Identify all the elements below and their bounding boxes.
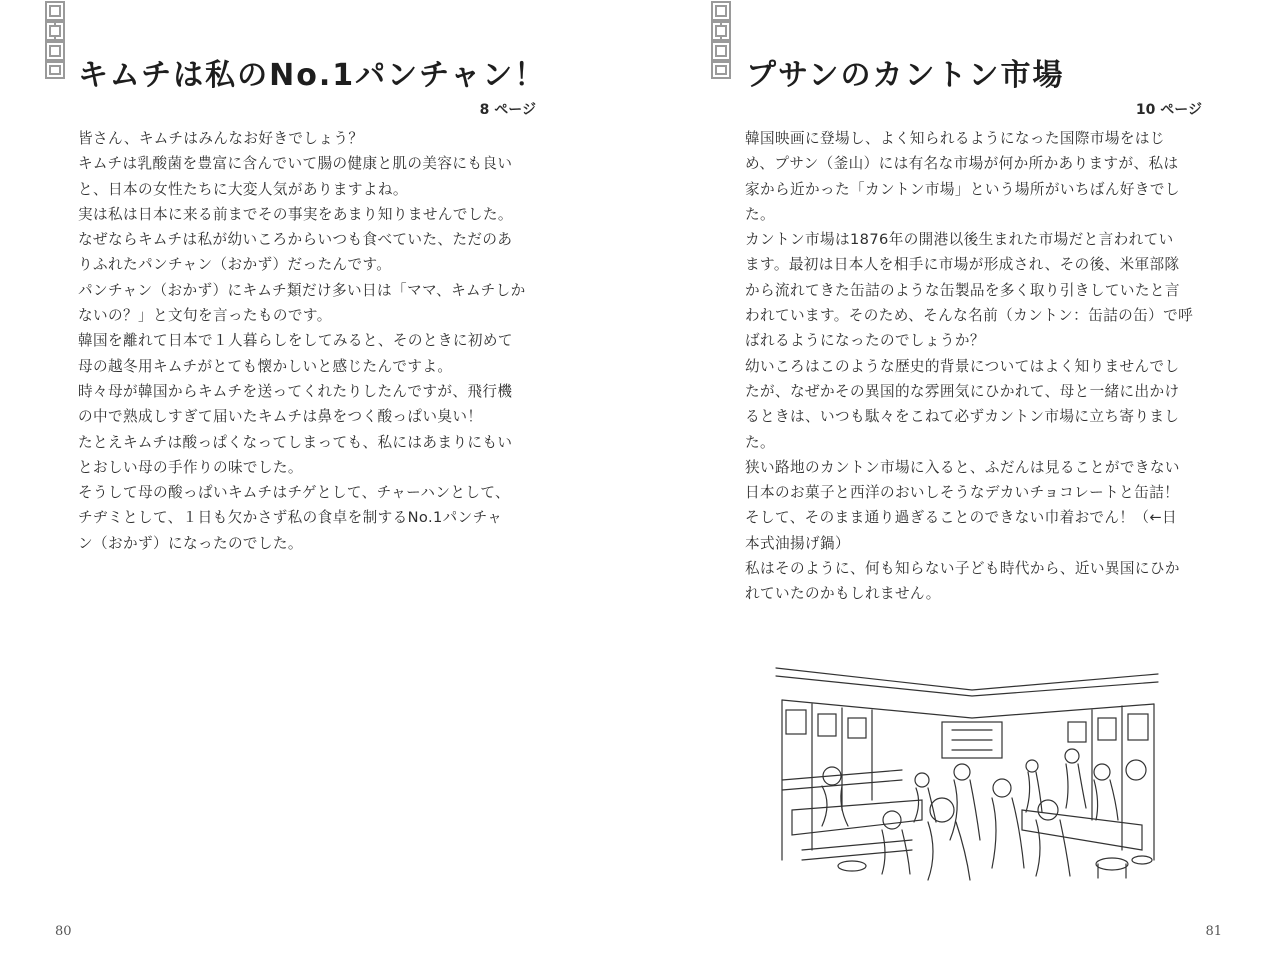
text-line: われています。そのため、そんな名前（カントン：缶詰の缶）で呼	[745, 307, 1194, 325]
text-line: め、プサン（釜山）には有名な市場が何か所かありますが、私は	[745, 155, 1179, 173]
text-line: 母の越冬用キムチがとても懐かしいと感じたんですよ。	[78, 357, 453, 375]
lattice-ornament-icon	[44, 0, 66, 80]
text-line: なぜならキムチは私が幼いころからいつも食べていた、ただのあ	[78, 231, 513, 249]
body-text	[745, 126, 1207, 607]
text-line: ないの？」と文句を言ったものです。	[78, 307, 332, 325]
text-line: ます。最初は日本人を相手に市場が形成され、その後、米軍部隊	[745, 256, 1180, 274]
text-line: パンチャン（おかず）にキムチ類だけ多い日は「ママ、キムチしか	[78, 281, 526, 299]
text-line: りふれたパンチャン（おかず）だったんです。	[78, 256, 392, 274]
text-line: キムチは乳酸菌を豊富に含んでいて腸の健康と肌の美容にも良い	[78, 155, 513, 173]
text-line: そして、そのまま通り過ぎることのできない巾着おでん！（←日	[745, 509, 1178, 527]
text-line: たが、なぜかその異国的な雰囲気にひかれて、母と一緒に出かけ	[745, 382, 1180, 400]
text-line: と、日本の女性たちに大変人気がありますよね。	[78, 180, 408, 198]
text-line: カントン市場は1876年の開港以後生まれた市場だと言われてい	[745, 231, 1174, 249]
right-page	[644, 0, 1288, 976]
text-line: そうして母の酸っぱいキムチはチゲとして、チャーハンとして、	[78, 484, 511, 502]
page-title: キムチは私のNo.1パンチャン！	[78, 58, 547, 93]
text-line: た。	[745, 205, 775, 223]
text-line: 狭い路地のカントン市場に入ると、ふだんは見ることができない	[745, 458, 1180, 476]
page-reference: 8 ページ	[479, 102, 536, 118]
text-line: 家から近かった「カントン市場」という場所がいちばん好きでし	[745, 180, 1180, 198]
page-number: 81	[1205, 924, 1222, 939]
text-line: 実は私は日本に来る前までその事実をあまり知りませんでした。	[78, 205, 513, 223]
text-line: 私はそのように、何も知らない子ども時代から、近い異国にひか	[745, 560, 1180, 578]
text-line: 時々母が韓国からキムチを送ってくれたりしたんですが、飛行機	[78, 382, 513, 400]
text-line: 韓国を離れて日本で１人暮らしをしてみると、そのときに初めて	[78, 332, 513, 350]
body-text	[78, 126, 548, 556]
text-line: 皆さん、キムチはみんなお好きでしょう？	[78, 130, 364, 147]
page-reference: 10 ページ	[1135, 102, 1202, 118]
text-line: 韓国映画に登場し、よく知られるようになった国際市場をはじ	[745, 130, 1165, 147]
text-line: た。	[745, 433, 775, 451]
text-line: 本式油揚げ鍋）	[745, 534, 850, 552]
text-line: 幼いころはこのような歴史的背景についてはよく知りませんでし	[745, 357, 1180, 375]
text-line: ばれるようになったのでしょうか？	[745, 332, 985, 350]
text-line: れていたのかもしれません。	[745, 585, 941, 603]
text-line: ン（おかず）になったのでした。	[78, 534, 303, 552]
text-line: たとえキムチは酸っぱくなってしまっても、私にはあまりにもい	[78, 433, 513, 451]
page-title: プサンのカントン市場	[746, 58, 1065, 93]
page-number: 80	[55, 924, 72, 939]
text-line: チヂミとして、１日も欠かさず私の食卓を制するNo.1パンチャ	[78, 509, 503, 527]
text-line: るときは、いつも駄々をこねて必ずカントン市場に立ち寄りまし	[745, 408, 1180, 426]
lattice-ornament-icon	[710, 0, 732, 80]
text-line: 日本のお菓子と西洋のおいしそうなデカいチョコレートと缶詰！	[745, 484, 1180, 502]
text-line: の中で熟成しすぎて届いたキムチは鼻をつく酸っぱい臭い！	[78, 408, 483, 426]
market-illustration	[772, 660, 1166, 882]
text-line: とおしい母の手作りの味でした。	[78, 458, 303, 476]
text-line: から流れてきた缶詰のような缶製品を多く取り引きしていたと言	[745, 281, 1180, 299]
